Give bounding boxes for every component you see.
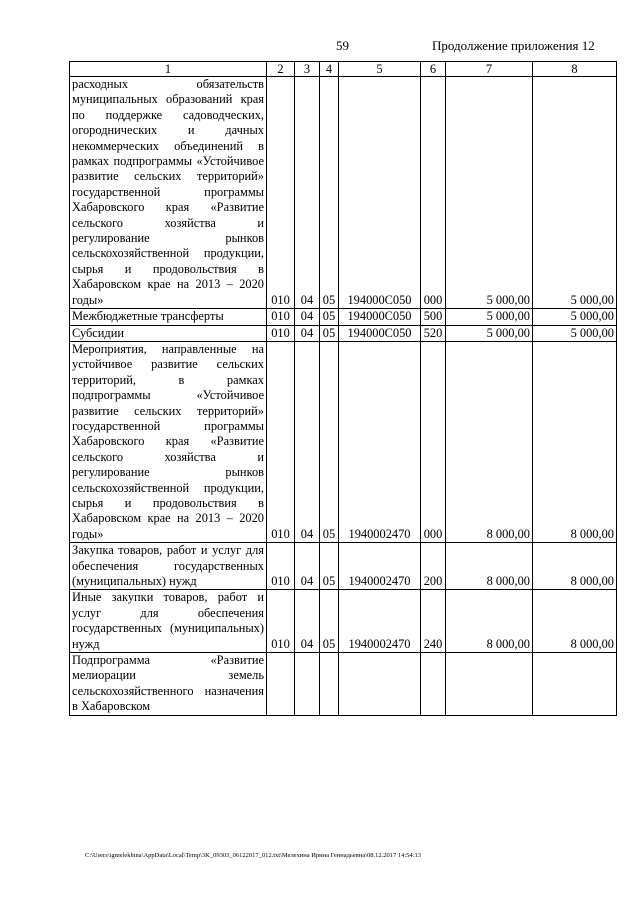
column-header: 2 [267,62,295,77]
type-cell: 000 [421,341,446,542]
sum2-cell: 5 000,00 [533,309,617,325]
type-cell: 520 [421,325,446,341]
target-cell: 194000С050 [339,309,421,325]
table-row [70,653,617,716]
subsection-cell: 05 [320,77,339,309]
target-cell: 1940002470 [339,543,421,590]
table-row [70,77,617,309]
subsection-cell: 05 [320,325,339,341]
table-row [70,325,617,341]
footer-file-path: C:\Users\igmelekhina\AppData\Local\Temp\3K_09303_06122017_012.txt\Мелехина Ирина Геннадьевна\08.12.2017 14:54:13 [85,852,421,859]
column-header: 1 [70,62,267,77]
section-cell: 04 [295,590,320,653]
sum1-cell [446,653,533,716]
target-cell: 1940002470 [339,341,421,542]
sum1-cell: 5 000,00 [446,325,533,341]
subsection-cell: 05 [320,341,339,542]
column-header: 8 [533,62,617,77]
sum1-cell: 5 000,00 [446,77,533,309]
table-row [70,341,617,542]
row-name: Иные закупки товаров, работ и услуг для обеспечения государственных (муниципальных) нужд [70,590,267,653]
target-cell [339,653,421,716]
code-cell: 010 [267,77,295,309]
sum1-cell: 8 000,00 [446,543,533,590]
type-cell: 240 [421,590,446,653]
budget-table [69,61,617,716]
sum1-cell: 5 000,00 [446,309,533,325]
subsection-cell [320,653,339,716]
table-header-row [70,62,617,77]
row-name: Межбюджетные трансферты [70,309,267,325]
sum2-cell: 8 000,00 [533,543,617,590]
sum1-cell: 8 000,00 [446,590,533,653]
table-row [70,590,617,653]
column-header: 7 [446,62,533,77]
sum1-cell: 8 000,00 [446,341,533,542]
row-name: расходных обязательств муниципальных образований края по поддержке садоводческих, огороднических и дачных некоммерческих объединений в рамках подпрограммы «Устойчивое развитие сельских территорий» государственной программы Хабаровского края «Развитие сельского хозяйства и регулирование рынков сельскохозяйственной продукции, сырья и продовольствия в Хабаровском крае на 2013 – 2020 годы» [70,77,267,309]
code-cell: 010 [267,341,295,542]
table-row [70,309,617,325]
type-cell: 500 [421,309,446,325]
section-cell [295,653,320,716]
column-header: 4 [320,62,339,77]
subsection-cell: 05 [320,543,339,590]
section-cell: 04 [295,543,320,590]
section-cell: 04 [295,325,320,341]
column-header: 3 [295,62,320,77]
section-cell: 04 [295,341,320,542]
subsection-cell: 05 [320,309,339,325]
code-cell: 010 [267,590,295,653]
page-number: 59 [336,38,349,53]
type-cell: 200 [421,543,446,590]
code-cell: 010 [267,325,295,341]
code-cell [267,653,295,716]
section-cell: 04 [295,309,320,325]
code-cell: 010 [267,543,295,590]
target-cell: 194000С050 [339,77,421,309]
continuation-label: Продолжение приложения 12 [432,38,595,53]
row-name: Мероприятия, направленные на устойчивое развитие сельских территорий, в рамках подпрограммы «Устойчивое развитие сельских территорий» государственной программы Хабаровского края «Развитие сельского хозяйства и регулирование рынков сельскохозяйственной продукции, сырья и продовольствия в Хабаровском крае на 2013 – 2020 годы» [70,341,267,542]
type-cell [421,653,446,716]
subsection-cell: 05 [320,590,339,653]
code-cell: 010 [267,309,295,325]
sum2-cell: 5 000,00 [533,325,617,341]
target-cell: 1940002470 [339,590,421,653]
sum2-cell: 5 000,00 [533,77,617,309]
row-name: Субсидии [70,325,267,341]
column-header: 5 [339,62,421,77]
section-cell: 04 [295,77,320,309]
table-row [70,543,617,590]
target-cell: 194000С050 [339,325,421,341]
type-cell: 000 [421,77,446,309]
sum2-cell: 8 000,00 [533,341,617,542]
sum2-cell: 8 000,00 [533,590,617,653]
sum2-cell [533,653,617,716]
column-header: 6 [421,62,446,77]
row-name: Закупка товаров, работ и услуг для обеспечения государственных (муниципальных) нужд [70,543,267,590]
row-name: Подпрограмма «Развитие мелиорации земель сельскохозяйственного назначения в Хабаровском [70,653,267,716]
